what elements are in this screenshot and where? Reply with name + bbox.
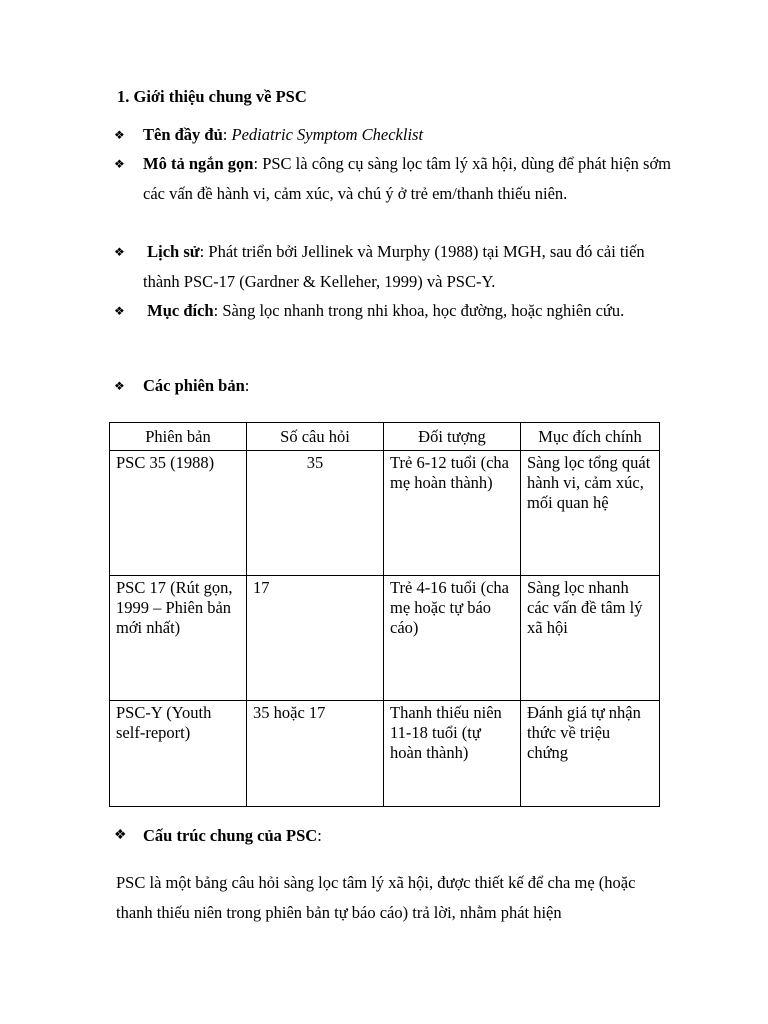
table-cell: PSC 17 (Rút gọn, 1999 – Phiên bản mới nhất) [110,576,247,701]
bullet-icon: ❖ [114,157,125,171]
bullet-separator: : [317,826,322,845]
bullet-label: Cấu trúc chung của PSC [143,826,318,845]
table-row [110,451,660,576]
table-cell: PSC-Y (Youth self-report) [110,701,247,807]
table-cell: Sàng lọc tổng quát hành vi, cảm xúc, mối quan hệ [521,451,660,576]
table-cell: 17 [247,576,384,701]
table-cell: Đánh giá tự nhận thức về triệu chứng [521,701,660,807]
table-cell: Sàng lọc nhanh các vấn đề tâm lý xã hội [521,576,660,701]
bullet-separator: : [199,242,209,261]
section-heading: 1. Giới thiệu chung về PSC [117,87,307,106]
bullet-structure [143,821,683,851]
bullet-label: Các phiên bản [143,376,245,395]
bullet-label: Mục đích [147,301,214,320]
table-cell: Trẻ 4-16 tuổi (cha mẹ hoặc tự báo cáo) [384,576,521,701]
table-row [110,576,660,701]
bullet-label: Lịch sử [147,242,200,261]
bullet-separator: : [222,125,232,144]
table-cell: Thanh thiếu niên 11-18 tuổi (tự hoàn thành) [384,701,521,807]
bullet-purpose [143,296,683,326]
bullet-separator: : [244,376,250,395]
bullet-icon: ❖ [114,245,125,259]
bullet-description [143,149,683,208]
body-paragraph: PSC là một bảng câu hỏi sàng lọc tâm lý xã hội, được thiết kế để cha mẹ (hoặc thanh thiếu niên trong phiên bản tự báo cáo) trả lời, nhằm phát hiện [116,873,636,922]
table-cell: 35 [247,451,384,576]
table-header-cell: Đối tượng [384,423,521,451]
table-cell: PSC 35 (1988) [110,451,247,576]
bullet-icon: ❖ [114,304,125,318]
table-header-row [110,423,660,451]
bullet-label: Mô tả ngắn gọn [143,154,254,173]
table-header-cell: Mục đích chính [521,423,660,451]
table-header-cell: Phiên bản [110,423,247,451]
table-cell: Trẻ 6-12 tuổi (cha mẹ hoàn thành) [384,451,521,576]
bullet-label: Tên đầy đủ [143,125,223,144]
bullet-text: Pediatric Symptom Checklist [231,125,424,144]
versions-table [109,422,660,807]
bullet-icon: ❖ [114,128,125,142]
bullet-icon: ❖ [114,379,125,393]
table-row [110,701,660,807]
bullet-separator: : [253,154,263,173]
bullet-text: PSC là công cụ sàng lọc tâm lý xã hội, dùng để phát hiện sớm các vấn đề hành vi, cảm xúc, và chú ý ở trẻ em/thanh thiếu niên. [143,154,671,203]
table-cell: 35 hoặc 17 [247,701,384,807]
bullet-history [143,237,683,296]
bullet-text: Sàng lọc nhanh trong nhi khoa, học đường, hoặc nghiên cứu. [222,301,625,320]
bullet-text: Phát triển bởi Jellinek và Murphy (1988) tại MGH, sau đó cải tiến thành PSC-17 (Gardner & Kelleher, 1999) và PSC-Y. [143,242,645,291]
bullet-icon: ❖ [114,828,127,843]
bullet-full-name [143,120,683,150]
bullet-versions [143,371,683,401]
bullet-separator: : [213,301,223,320]
table-header-cell: Số câu hỏi [247,423,384,451]
